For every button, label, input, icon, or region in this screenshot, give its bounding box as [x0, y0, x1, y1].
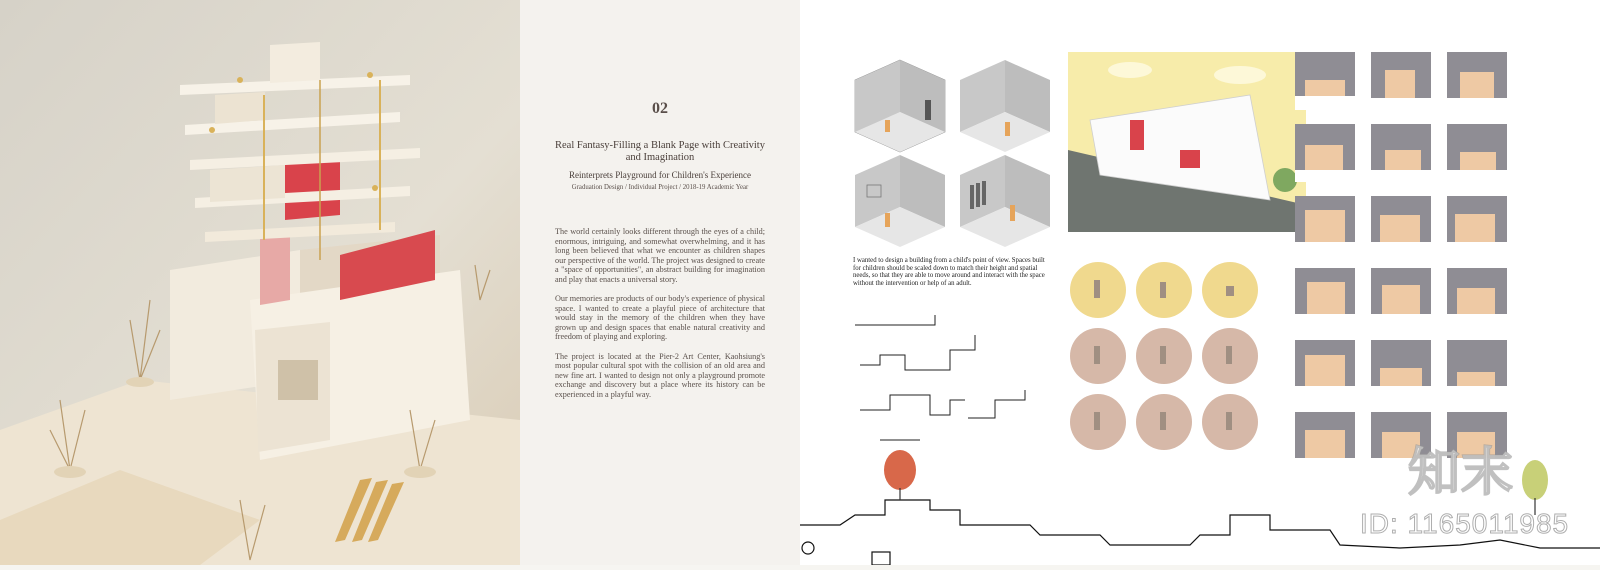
paragraph: The world certainly looks different through the eyes of a child; enormous, intriguing, and somewhat overwhelming, and it has long been believed that what we encounter as children shapes our perspective of the world. The project was designed to create a "space of opportunities", an abstract building for imagination and play that enacts a universal story.: [555, 227, 765, 284]
section-render: [1068, 52, 1306, 232]
model-photo-drawing: [0, 0, 520, 565]
diagram-caption: I wanted to design a building from a child's point of view. Spaces built for children should be scaled down to match their height and spatial needs, so that they are able to move around and interact with the space without the intervention or help of an adult.: [853, 257, 1045, 287]
model-photo: [0, 0, 520, 565]
page-number: 02: [652, 100, 668, 117]
watermark-logo: 知末: [1408, 444, 1515, 502]
project-description: [555, 227, 765, 409]
paragraph: The project is located at the Pier-2 Art Center, Kaohsiung's most popular cultural spot with the collision of an old area and new fine art. I wanted to design not only a playground promote exchange and discovery but a place where its history can be experienced in a playful way.: [555, 351, 765, 399]
scale-diagrams: [855, 315, 1025, 440]
project-meta: Graduation Design / Individual Project / 2018-19 Academic Year: [571, 184, 749, 191]
circle-vignettes: [1070, 262, 1258, 450]
project-subtitle: Reinterprets Playground for Children's Experience: [568, 170, 752, 180]
paragraph: Our memories are products of our body's experience of physical space. I wanted to create a playful piece of architecture that would stay in the memory of the children when they have grown up and design spaces that enable natural creativity and freedom of playing and exploring.: [555, 294, 765, 341]
scale-tiles: [1295, 52, 1507, 470]
isometric-rooms: [855, 60, 1050, 247]
project-title: Real Fantasy-Filling a Blank Page with Creativity and Imagination: [555, 140, 765, 163]
watermark-id: ID: 1165011985: [1360, 508, 1570, 539]
text-page: [520, 0, 800, 565]
